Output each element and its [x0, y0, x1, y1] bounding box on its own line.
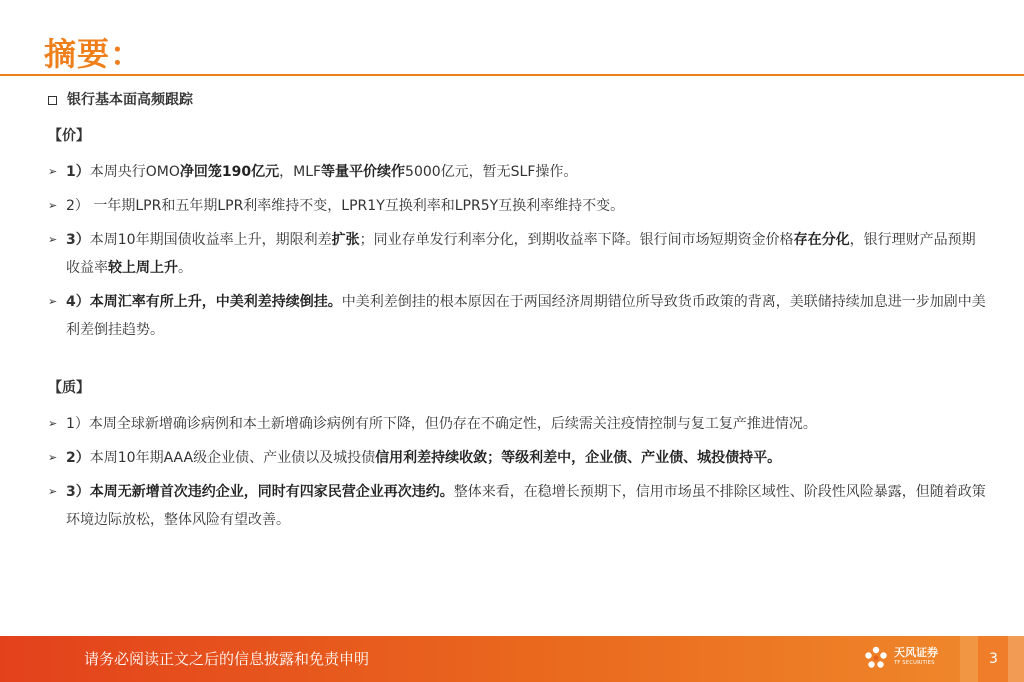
bullet-text	[66, 288, 988, 344]
bullet-text	[66, 158, 988, 186]
company-logo	[864, 646, 938, 670]
arrow-bullet-icon: ➢	[48, 199, 58, 212]
price-list	[48, 162, 988, 344]
bullet-item	[48, 414, 988, 438]
footer-decoration	[960, 636, 978, 682]
bullet-item	[48, 482, 988, 534]
bullet-item	[48, 162, 988, 186]
bold-text: 存在分化	[793, 232, 850, 248]
bold-text: 较上周上升	[108, 260, 178, 276]
bold-text: 信用利差持续收敛；等级利差中，企业债、产业债、城投债持平。	[375, 450, 782, 466]
bold-text: 净回笼190亿元	[179, 164, 280, 180]
plain-text: 。	[178, 260, 192, 276]
plain-text: ，MLF	[279, 164, 322, 180]
bullet-text	[66, 226, 988, 282]
section-label: 银行基本面高频跟踪	[67, 92, 193, 108]
plain-text: 本周央行OMO	[89, 164, 180, 180]
quality-list	[48, 414, 988, 534]
flower-logo-icon	[864, 646, 888, 670]
section-heading	[48, 88, 988, 112]
bullet-number: 2）	[66, 198, 89, 214]
bold-text: 等量平价续作	[321, 164, 406, 180]
plain-text: 本周10年期国债收益率上升，期限利差	[89, 232, 332, 248]
plain-text: ；同业存单发行利率分化，到期收益率下降。银行间市场短期资金价格	[359, 232, 794, 248]
plain-text: 整体来看，在稳增长预期下，信用市场虽不排除区域性、阶段性风险暴露，但随着政策环境边际放松，整体风险有望改善。	[66, 484, 986, 528]
bullet-item	[48, 292, 988, 344]
arrow-bullet-icon: ➢	[48, 165, 58, 178]
summary-body	[48, 88, 988, 534]
plain-text: 本周全球新增确诊病例和本土新增确诊病例有所下降，但仍存在不确定性，后续需关注疫情控制与复工复产推进情况。	[88, 416, 817, 432]
checkbox-icon	[48, 96, 57, 105]
plain-text: 一年期LPR和五年期LPR利率维持不变，LPR1Y互换利率和LPR5Y互换利率维持不变。	[88, 198, 625, 214]
plain-text: ，银行理财产品预期收益率	[66, 232, 976, 276]
bullet-text	[66, 444, 988, 472]
disclaimer-text: 请务必阅读正文之后的信息披露和免责申明	[84, 650, 370, 668]
bullet-item	[48, 230, 988, 282]
bullet-text	[66, 192, 988, 220]
arrow-bullet-icon: ➢	[48, 485, 58, 498]
bold-text: 本周无新增首次违约企业，同时有四家民营企业再次违约。	[89, 484, 454, 500]
price-heading: 【价】	[48, 128, 90, 144]
arrow-bullet-icon: ➢	[48, 295, 58, 308]
quality-heading: 【质】	[48, 380, 90, 396]
bullet-item	[48, 448, 988, 472]
bullet-number: 1）	[66, 164, 90, 180]
bullet-number: 3）	[66, 232, 90, 248]
arrow-bullet-icon: ➢	[48, 233, 58, 246]
bullet-number: 3）	[66, 484, 90, 500]
bullet-item	[48, 196, 988, 220]
bullet-number: 2）	[66, 450, 90, 466]
bullet-number: 1）	[66, 416, 89, 432]
logo-cn-text: 天风证券	[894, 646, 938, 659]
arrow-bullet-icon: ➢	[48, 417, 58, 430]
bullet-number: 4）	[66, 294, 90, 310]
bullet-text	[66, 478, 988, 534]
bold-text: 扩张	[331, 232, 360, 248]
bullet-text	[66, 410, 988, 438]
page-number: 3	[989, 651, 998, 667]
footer-bar	[0, 636, 1024, 682]
title-divider	[0, 74, 1024, 76]
bold-text: 本周汇率有所上升，中美利差持续倒挂。	[89, 294, 342, 310]
plain-text: 中美利差倒挂的根本原因在于两国经济周期错位所导致货币政策的背离，美联储持续加息进一步加剧中美利差倒挂趋势。	[66, 294, 986, 338]
arrow-bullet-icon: ➢	[48, 451, 58, 464]
logo-en-text: TF SECURITIES	[894, 660, 935, 666]
plain-text: 本周10年期AAA级企业债、产业债以及城投债	[89, 450, 376, 466]
plain-text: 5000亿元，暂无SLF操作。	[405, 164, 578, 180]
footer-decoration	[1008, 636, 1024, 682]
page-title: 摘要：	[44, 35, 144, 73]
